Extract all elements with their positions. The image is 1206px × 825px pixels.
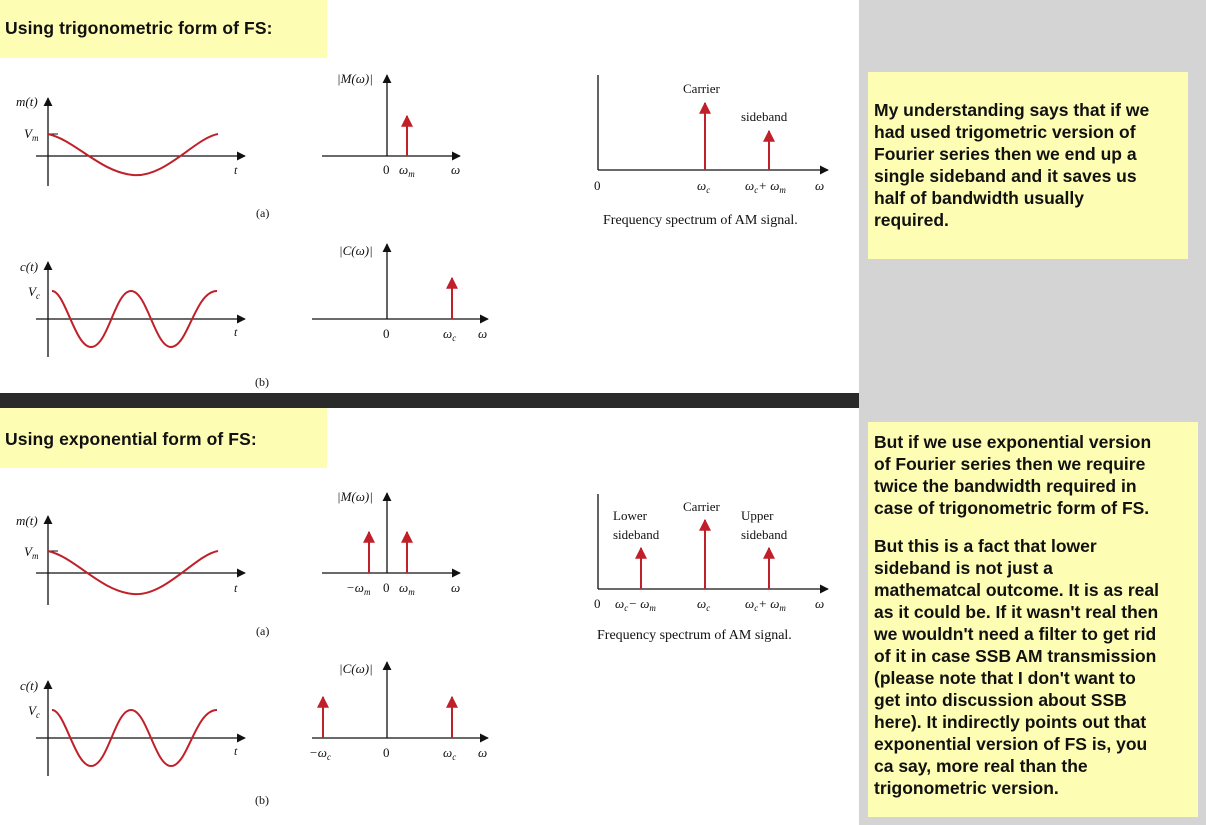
fig-b-label-top: (b)	[255, 375, 269, 389]
ct-plot-bottom	[20, 678, 245, 776]
am-omega-c-label: $\omega_c$	[697, 178, 711, 195]
neg-omega-m-label: $-\omega_m$	[346, 580, 371, 597]
C-spectrum-bottom	[309, 661, 488, 762]
am-zero-label: 0	[594, 178, 601, 193]
message-signal-curve	[48, 134, 218, 175]
note-exponential	[868, 422, 1198, 817]
zero-label: 0	[383, 745, 390, 760]
sideband-label: sideband	[741, 109, 788, 124]
omega-label: ω	[451, 162, 461, 177]
carrier-label: Carrier	[683, 81, 720, 96]
fig-b-label-bottom: (b)	[255, 793, 269, 807]
M-mag-label: |M(ω)|	[337, 71, 373, 86]
fig-a-label-top: (a)	[256, 206, 270, 220]
fig-a-label-bottom: (a)	[256, 624, 270, 638]
vc-label: $V_c$	[28, 284, 40, 301]
omega-c-label: $\omega_c$	[443, 745, 457, 762]
upper-sideband-label: sideband	[741, 527, 788, 542]
C-mag-label: |C(ω)|	[339, 661, 373, 676]
am-spectrum-top	[594, 75, 828, 228]
lower-sideband-label: sideband	[613, 527, 660, 542]
mt-label: m(t)	[16, 94, 38, 109]
mt-plot-bottom	[16, 513, 245, 605]
vm-label: $V_m$	[24, 126, 39, 143]
t-label: t	[234, 325, 238, 339]
spectrum-caption-top: Frequency spectrum of AM signal.	[603, 213, 798, 228]
vm-label: $V_m$	[24, 544, 39, 561]
upper-label: Upper	[741, 508, 774, 523]
M-spectrum-top	[322, 71, 460, 179]
C-spectrum-top	[312, 243, 488, 343]
mt-label: m(t)	[16, 513, 38, 528]
ct-plot-top	[20, 259, 245, 357]
omega-m-label: $\omega_m$	[399, 162, 415, 179]
heading-trigonometric: Using trigonometric form of FS:	[5, 18, 273, 38]
note-exponential-para-2: But this is a fact that lower sideband is not just a mathematcal outcome. It is as real as it could be. If it wasn't real then we wouldn't need a filter to get rid of it in case SSB AM transmission (please note that I don't want to get into discussion about SSB here). It indirectly points out that exponential version of FS is, you ca say, more real than the trigonometric version.	[874, 536, 1159, 798]
ct-label: c(t)	[20, 678, 39, 693]
mt-plot-top	[16, 94, 245, 186]
vc-label: $V_c$	[28, 703, 40, 720]
C-mag-label: |C(ω)|	[339, 243, 373, 258]
t-label: t	[234, 581, 238, 595]
zero-label: 0	[383, 326, 390, 341]
t-label: t	[234, 163, 238, 177]
am-wc-minus-wm-label: $\omega_c- \omega_m$	[615, 596, 656, 613]
t-label: t	[234, 744, 238, 758]
am-spectrum-bottom	[594, 494, 828, 643]
omega-label: ω	[478, 745, 488, 760]
zero-label: 0	[383, 162, 390, 177]
am-omega-label: ω	[815, 178, 825, 193]
M-mag-label: |M(ω)|	[337, 489, 373, 504]
zero-label: 0	[383, 580, 390, 595]
am-zero-label: 0	[594, 596, 601, 611]
am-omega-c-label: $\omega_c$	[697, 596, 711, 613]
am-wc-plus-wm-label: $\omega_c+ \omega_m$	[745, 178, 786, 195]
note-exponential-para-1: But if we use exponential version of Fourier series then we require twice the bandwidth required in case of trigonometric form of FS.	[874, 432, 1152, 518]
heading-exponential: Using exponential form of FS:	[5, 429, 257, 449]
note-trigonometric	[868, 72, 1188, 259]
omega-m-label: $\omega_m$	[399, 580, 415, 597]
omega-label: ω	[478, 326, 488, 341]
am-wc-plus-wm-label: $\omega_c+ \omega_m$	[745, 596, 786, 613]
spectrum-caption-bottom: Frequency spectrum of AM signal.	[597, 628, 792, 643]
omega-c-label: $\omega_c$	[443, 326, 457, 343]
M-spectrum-bottom	[322, 489, 460, 597]
omega-label: ω	[451, 580, 461, 595]
neg-omega-c-label: $-\omega_c$	[309, 745, 331, 762]
am-omega-label: ω	[815, 596, 825, 611]
carrier-label: Carrier	[683, 499, 720, 514]
lower-label: Lower	[613, 508, 647, 523]
ct-label: c(t)	[20, 259, 39, 274]
note-trigonometric-text: My understanding says that if we had used trigometric version of Fourier series then we end up a single sideband and it saves us half of bandwidth usually required.	[874, 100, 1150, 230]
